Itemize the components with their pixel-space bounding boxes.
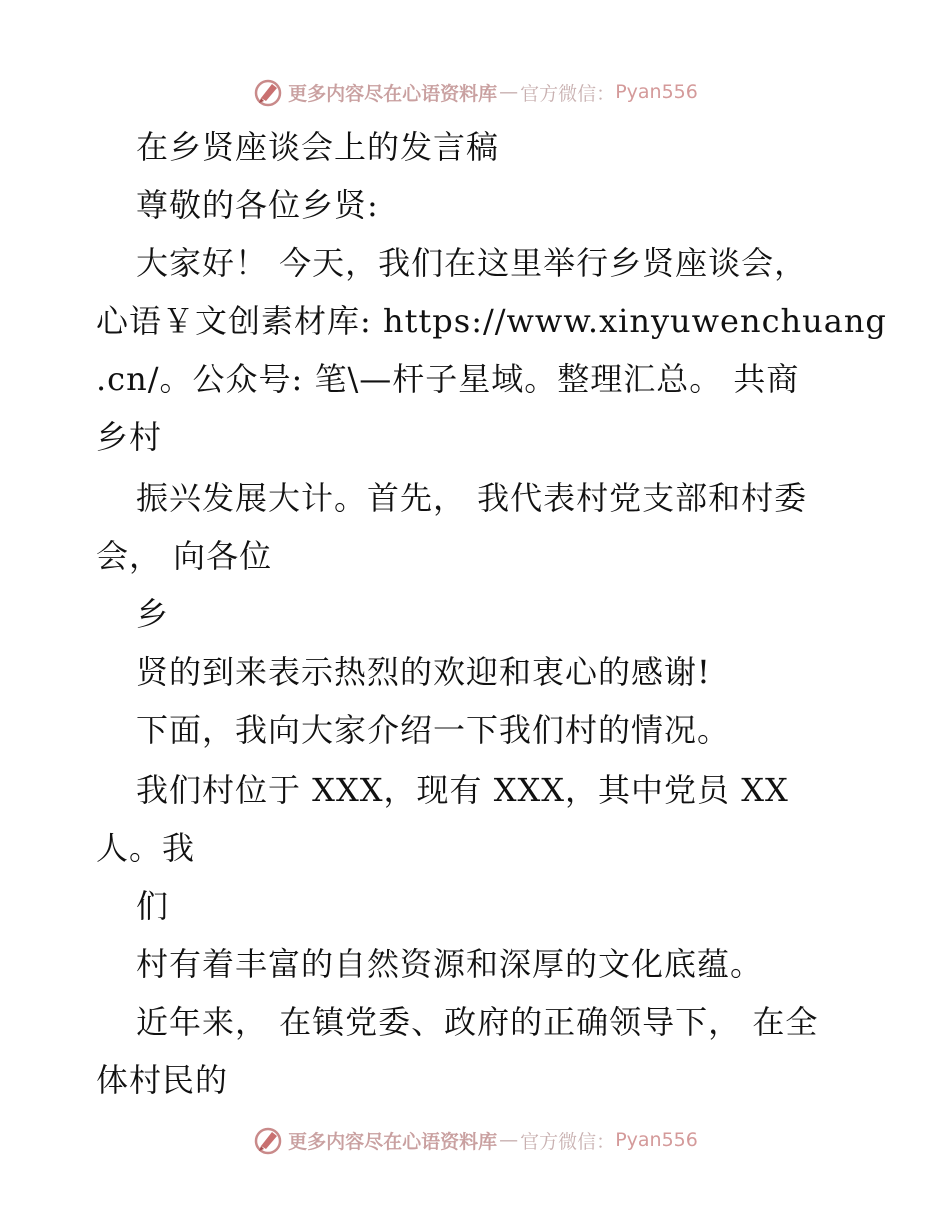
text-line: 心语￥文创素材库: https://www.xinyuwenchuang	[96, 302, 887, 340]
text-line: 乡村	[96, 418, 163, 456]
footer-banner	[0, 1120, 950, 1160]
text-line: 体村民的	[96, 1061, 229, 1099]
text-line: 乡	[136, 595, 170, 633]
text-line: 贤的到来表示热烈的欢迎和衷心的感谢!	[136, 653, 711, 691]
banner-account: Pyan556	[615, 81, 698, 103]
banner-wechat-label: 官方微信：	[520, 82, 616, 105]
text-line: 们	[136, 887, 170, 925]
text-line: 人。我	[96, 829, 196, 867]
banner-account: Pyan556	[615, 1129, 698, 1151]
document-title: 在乡贤座谈会上的发言稿	[136, 128, 500, 166]
text-line: 村有着丰富的自然资源和深厚的文化底蕴。	[136, 945, 764, 983]
text-line: 我们村位于 XXX，现有 XXX，其中党员 XX	[136, 771, 789, 809]
text-line: 大家好！ 今天，我们在这里举行乡贤座谈会，	[136, 244, 808, 282]
text-line: 近年来， 在镇党委、政府的正确领导下， 在全	[136, 1003, 819, 1041]
header-banner	[0, 72, 950, 112]
banner-wechat-label: 官方微信：	[520, 1130, 616, 1153]
pen-logo-icon	[252, 76, 284, 108]
pen-logo-icon	[252, 1124, 284, 1156]
text-line: 振兴发展大计。首先， 我代表村党支部和村委	[136, 479, 808, 517]
banner-separator: —	[499, 81, 519, 103]
text-line: 下面，我向大家介绍一下我们村的情况。	[136, 711, 731, 749]
text-line: 会， 向各位	[96, 537, 273, 575]
banner-brand: 更多内容尽在心语资料库	[288, 82, 498, 105]
text-line: .cn/。公众号: 笔\—杆子星域。整理汇总。 共商	[96, 360, 800, 398]
salutation: 尊敬的各位乡贤:	[136, 186, 379, 224]
banner-separator: —	[499, 1129, 519, 1151]
banner-brand: 更多内容尽在心语资料库	[288, 1130, 498, 1153]
